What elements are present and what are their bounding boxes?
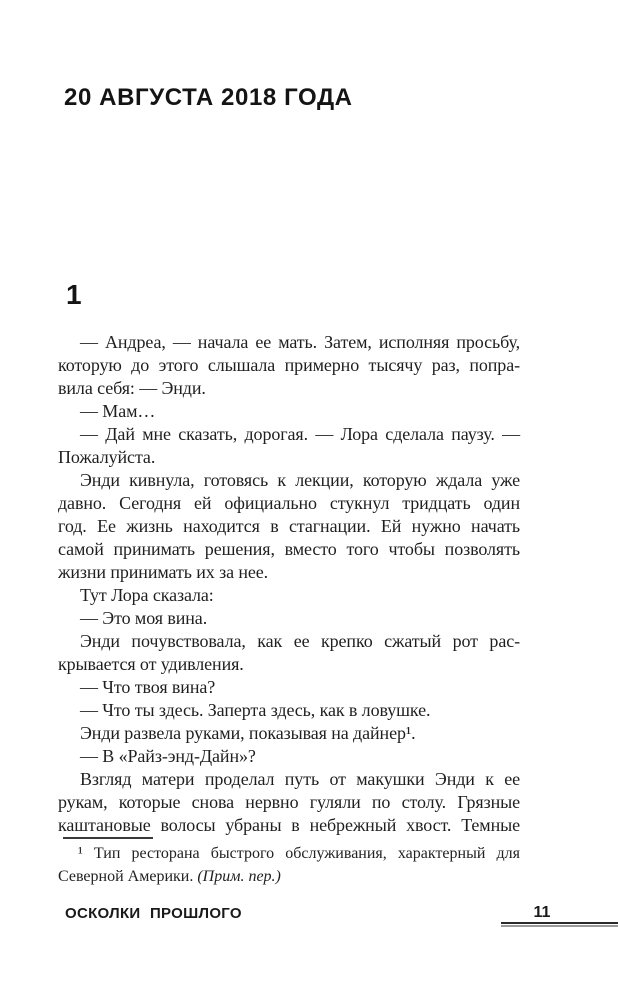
date-heading: 20 АВГУСТА 2018 ГОДА	[64, 84, 353, 111]
text-line: год. Ее жизнь находится в стагнации. Ей нужно начать	[58, 516, 520, 536]
running-title: ОСКОЛКИ ПРОШЛОГО	[65, 905, 242, 922]
text-line: каштановые волосы убраны в небрежный хвост. Темные	[58, 815, 520, 835]
text-line: Энди развела руками, показывая на дайнер¹.	[80, 723, 416, 743]
text-line: самой принимать решения, вместо того чтобы позволять	[58, 539, 520, 559]
footnote-line: ¹ Тип ресторана быстрого обслуживания, характерный для	[78, 845, 520, 862]
text-line: — Что твоя вина?	[80, 677, 216, 697]
text-line: — Мам…	[80, 401, 156, 421]
text-line: рукам, которые снова нервно гуляли по столу. Грязные	[58, 792, 520, 812]
text-line: — Что ты здесь. Заперта здесь, как в ловушке.	[80, 700, 431, 720]
footer-rule-dark-line	[501, 922, 618, 924]
page-number: 11	[533, 904, 551, 921]
text-line: Энди кивнула, готовясь к лекции, которую ждала уже	[80, 470, 520, 490]
footer-rule	[501, 922, 618, 927]
footnote-text: Северной Америки.	[58, 868, 198, 885]
text-line: Энди почувствовала, как ее крепко сжатый рот рас-	[80, 631, 520, 651]
text-line: давно. Сегодня ей официально стукнул тридцать один	[58, 493, 520, 513]
text-line: вила себя: — Энди.	[58, 378, 206, 398]
footer-rule-light-line	[501, 925, 618, 927]
text-line: — Это моя вина.	[80, 608, 208, 628]
text-line: — Дай мне сказать, дорогая. — Лора сделала паузу. —	[80, 424, 520, 444]
text-line: — В «Райз-энд-Дайн»?	[80, 746, 256, 766]
text-line: крывается от удивления.	[58, 654, 244, 674]
text-line: — Андреа, — начала ее мать. Затем, исполняя просьбу,	[80, 332, 520, 352]
text-line: жизни принимать их за нее.	[58, 562, 269, 582]
chapter-number: 1	[66, 279, 82, 310]
footnote	[58, 842, 520, 888]
body-text	[58, 331, 520, 837]
text-line: Пожалуйста.	[58, 447, 156, 467]
footnote-line	[58, 865, 520, 888]
footnote-translator-note: (Прим. пер.)	[197, 868, 281, 885]
text-line: Тут Лора сказала:	[80, 585, 214, 605]
footnote-divider	[63, 837, 153, 839]
text-line: которую до этого слышала примерно тысячу раз, попра-	[58, 355, 520, 375]
text-line: Взгляд матери проделал путь от макушки Энди к ее	[80, 769, 520, 789]
